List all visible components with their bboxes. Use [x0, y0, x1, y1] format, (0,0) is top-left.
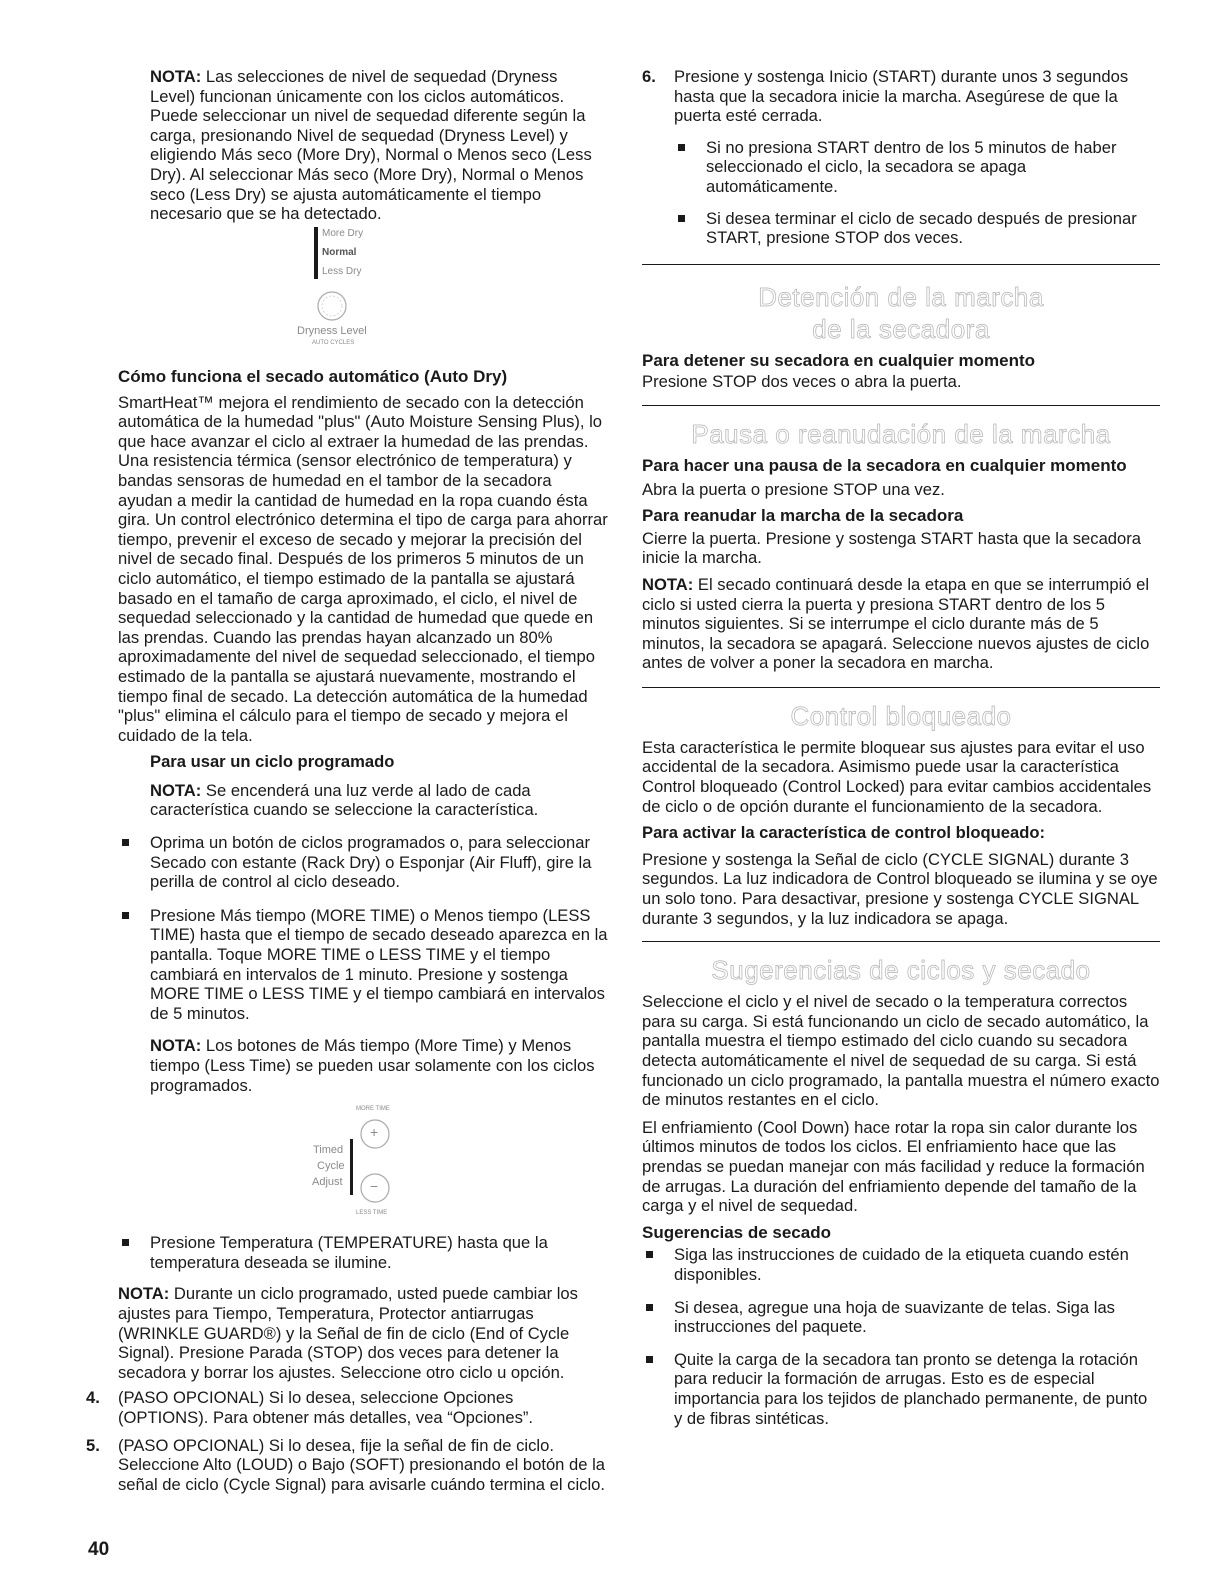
right-column [642, 67, 1160, 1428]
dryness-less-label: Less Dry [322, 266, 362, 277]
tips-bullet-3: Quite la carga de la secadora tan pronto se detenga la rotación para reducir la formación de arrugas. Esto es de especial importancia para los tejidos de planchado permanente, de punto y de fibras sintéticas. [642, 1350, 1160, 1428]
tips-text-1: Seleccione el ciclo y el nivel de secado o la temperatura correctos para su carga. Si está funcionando un ciclo de secado automático, la pantalla muestra el tiempo estimado del ciclo cuando su secadora detecta automáticamente el nivel de sequedad de su carga. Si está funcionado un ciclo programado, la pantalla muestra el número exacto de minutos restantes en el ciclo. [642, 992, 1160, 1110]
plus-sign: + [370, 1124, 379, 1141]
dryness-auto-cycles-label: AUTO CYCLES [312, 340, 355, 346]
stop-text: Presione STOP dos veces o abra la puerta. [642, 372, 962, 392]
programmed-heading: Para usar un ciclo programado [150, 752, 395, 772]
step-5: 5. (PASO OPCIONAL) Si lo desea, fije la señal de fin de ciclo. Seleccione Alto (LOUD) o Bajo (SOFT) presionando el botón de la señal de ciclo (Cycle Signal) para avisarle cuándo termina el ciclo. [86, 1435, 606, 1494]
auto-dry-heading: Cómo funciona el secado automático (Auto Dry) [118, 367, 508, 386]
tips-heading: Sugerencias de secado [642, 1222, 831, 1242]
timed-label: Timed [313, 1144, 344, 1157]
dryness-level-label: Dryness Level [297, 325, 367, 337]
step-6: 6. Presione y sostenga Inicio (START) durante unos 3 segundos hasta que la secadora inicie la marcha. Asegúrese de que la puerta esté cerrada. [642, 67, 1129, 126]
stop-heading: Para detener su secadora en cualquier momento [642, 350, 1036, 370]
adjust-label: Adjust [312, 1176, 343, 1189]
dryness-indicator-bar [314, 227, 318, 279]
temperature-bullet: Presione Temperatura (TEMPERATURE) hasta que la temperatura deseada se ilumine. [118, 1233, 608, 1272]
auto-dry-text: SmartHeat™ mejora el rendimiento de secado con la detección automática de la humedad "plus" (Auto Moisture Sensing Plus), lo que hace avanzar el ciclo al extraer la humedad de las prendas. Una resistencia térmica (sensor electrónico de temperatura) y bandas sensoras de humedad en el tambor de la secadora ayudan a medir la cantidad de humedad en la ropa cuando ésta gira. Un control electrónico determina el tipo de carga para ahorrar tiempo, prevenir el exceso de secado y mejorar la precisión del nivel de secado final. Después de los primeros 5 minutos de un ciclo automático, el tiempo estimado de la pantalla se ajustará basado en el tamaño de carga aproximado, el ciclo, el nivel de sequedad seleccionado y la cantidad de humedad que quede en las prendas. Cuando las prendas hayan alcanzado un 80% aproximadamente del nivel de sequedad seleccionado, el tiempo estimado de la pantalla se ajustará nuevamente, mostrando el tiempo final de secado. La detección automática de la humedad "plus" elimina el cálculo para el tiempo de secado y mejora el cuidado de la tela. [118, 392, 608, 745]
nota-time-buttons: NOTA: Los botones de Más tiempo (More Time) y Menos tiempo (Less Time) se pueden usar solamente con los ciclos programados. [150, 1036, 595, 1095]
resume-heading: Para reanudar la marcha de la secadora [642, 506, 964, 526]
divider [642, 264, 1160, 265]
section-title-stop: Detención de la marcha de la secadora [758, 281, 1044, 344]
dryness-more-label: More Dry [322, 228, 364, 239]
dryness-level-control [297, 225, 440, 347]
lock-heading: Para activar la característica de control bloqueado: [642, 823, 1046, 843]
nota-dryness [150, 67, 600, 224]
programmed-bullet-2: Presione Más tiempo (MORE TIME) o Menos tiempo (LESS TIME) hasta que el tiempo de secado deseado aparezca en la pantalla. Toque MORE TIME o LESS TIME y el tiempo cambiará en intervalos de 1 minuto. Presione y sostenga MORE TIME o LESS TIME y el tiempo cambiará en intervalos de 5 minutos. [118, 906, 608, 1024]
timed-cycle-adjust-control [118, 1101, 608, 1233]
nota-resume: NOTA: El secado continuará desde la etapa en que se interrumpió el ciclo si usted cierra la puerta y presiona START dentro de los 5 minutos siguientes. Si se interrumpe el ciclo durante más de 5 minutos, la secadora se apagará. Seleccione nuevos ajustes de ciclo antes de volver a poner la secadora en marcha. [642, 574, 1150, 673]
tips-bullet-2: Si desea, agregue una hoja de suavizante de telas. Siga las instrucciones del paquete. [642, 1298, 1160, 1337]
step-6-bullet-2: Si desea terminar el ciclo de secado después de presionar START, presione STOP dos veces. [674, 209, 1160, 248]
nota-green-light: NOTA: Se encenderá una luz verde al lado de cada característica cuando se seleccione la característica. [150, 780, 539, 820]
minus-sign: − [370, 1178, 379, 1195]
divider [642, 405, 1160, 406]
section-title-pause: Pausa o reanudación de la marcha [691, 418, 1111, 449]
dryness-button-icon [315, 289, 349, 323]
timed-indicator-bar [350, 1139, 353, 1195]
step-4: 4. (PASO OPCIONAL) Si lo desea, seleccione Opciones (OPTIONS). Para obtener más detalles, vea “Opciones”. [86, 1388, 534, 1427]
left-column [86, 367, 608, 1494]
less-time-arc-label: LESS TIME [356, 1210, 388, 1217]
programmed-bullet-1: Oprima un botón de ciclos programados o, para seleccionar Secado con estante (Rack Dry) o Esponjar (Air Fluff), gire la perilla de control al ciclo deseado. [118, 833, 608, 892]
nota-programmed-changes: NOTA: Durante un ciclo programado, usted puede cambiar los ajustes para Tiempo, Temperatura, Protector antiarrugas (WRINKLE GUARD®) y la Señal de fin de ciclo (End of Cycle Signal). Presione Parada (STOP) dos veces para detener la secadora y borrar los ajustes. Seleccione otro ciclo u opción. [118, 1284, 578, 1382]
section-title-control-lock: Control bloqueado [790, 700, 1012, 731]
programmed-section [118, 752, 608, 820]
divider [642, 941, 1160, 942]
lock-howto: Presione y sostenga la Señal de ciclo (CYCLE SIGNAL) durante 3 segundos. La luz indicadora de Control bloqueado se ilumina y se oye un solo tono. Para desactivar, presione y sostenga CYCLE SIGNAL durante 3 segundos, y la luz indicadora se apaga. [642, 849, 1158, 928]
resume-text: Cierre la puerta. Presione y sostenga START hasta que la secadora inicie la marcha. [642, 528, 1142, 568]
cycle-label: Cycle [317, 1160, 345, 1173]
divider [642, 687, 1160, 688]
pause-heading: Para hacer una pausa de la secadora en cualquier momento [642, 455, 1127, 475]
more-time-arc-label: MORE TIME [356, 1106, 390, 1113]
section-title-tips: Sugerencias de ciclos y secado [711, 955, 1091, 986]
dryness-normal-label: Normal [322, 247, 357, 258]
lock-text: Esta característica le permite bloquear sus ajustes para evitar el uso accidental de la secadora. Asimismo puede usar la característica Control bloqueado (Control Locked) para evitar cambios accidentales de ciclo o de opción durante el funcionamiento de la secadora. [642, 737, 1152, 816]
nota-dryness-text: NOTA: Las selecciones de nivel de sequedad (Dryness Level) funcionan únicamente con los ciclos automáticos. Puede seleccionar un nivel de sequedad diferente según la carga, presionando Nivel de sequedad (Dryness Level) y eligiendo Más seco (More Dry), Normal o Menos seco (Less Dry). Al seleccionar Más seco (More Dry), Normal o Menos seco (Less Dry) se ajusta automáticamente el tiempo necesario que se ha detectado. [150, 67, 592, 224]
tips-text-2: El enfriamiento (Cool Down) hace rotar la ropa sin calor durante los últimos minutos de todos los ciclos. El enfriamiento hace que las prendas se puedan manejar con más facilidad y reduce la formación de arrugas. La duración del enfriamiento depende del tamaño de la carga y el nivel de sequedad. [642, 1117, 1145, 1216]
tips-bullet-1: Siga las instrucciones de cuidado de la etiqueta cuando estén disponibles. [642, 1245, 1160, 1284]
page-number: 40 [88, 1539, 110, 1560]
pause-text: Abra la puerta o presione STOP una vez. [642, 479, 945, 499]
step-6-bullet-1: Si no presiona START dentro de los 5 minutos de haber seleccionado el ciclo, la secadora se apaga automáticamente. [674, 138, 1160, 197]
